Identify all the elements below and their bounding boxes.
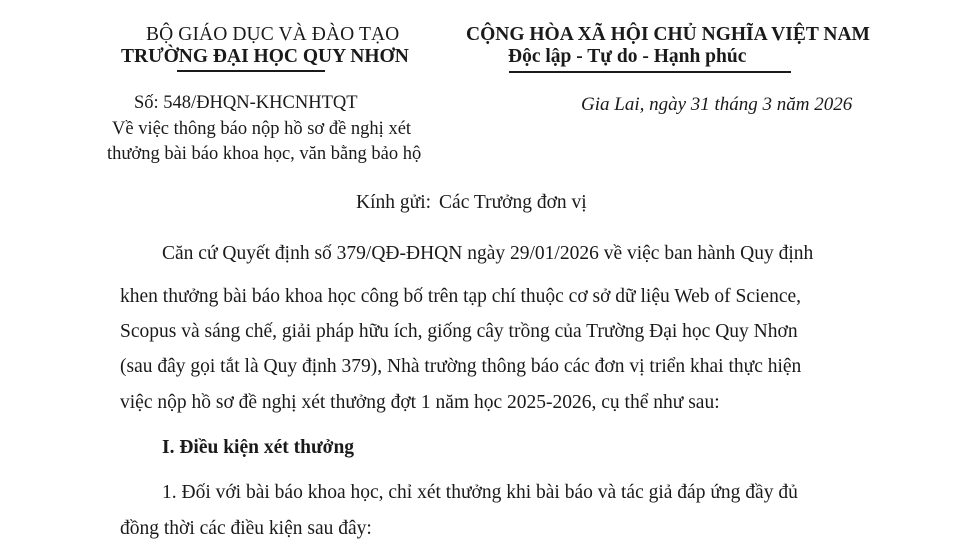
intro-line-5: việc nộp hồ sơ đề nghị xét thưởng đợt 1 năm học 2025-2026, cụ thể như sau: <box>120 392 720 413</box>
ministry-name: BỘ GIÁO DỤC VÀ ĐÀO TẠO <box>146 24 400 45</box>
recipient-value: Các Trưởng đơn vị <box>439 192 587 213</box>
motto-underline <box>509 71 791 73</box>
intro-line-1: Căn cứ Quyết định số 379/QĐ-ĐHQN ngày 29/01/2026 về việc ban hành Quy định <box>162 243 814 264</box>
intro-line-3: Scopus và sáng chế, giải pháp hữu ích, giống cây trồng của Trường Đại học Quy Nhơn <box>120 321 798 342</box>
section-heading: I. Điều kiện xét thưởng <box>162 437 355 458</box>
nation-name: CỘNG HÒA XÃ HỘI CHỦ NGHĨA VIỆT NAM <box>466 24 870 45</box>
recipient-line <box>356 192 587 214</box>
item1-line-2: đồng thời các điều kiện sau đây: <box>120 518 372 539</box>
item1-line-1: 1. Đối với bài báo khoa học, chỉ xét thưởng khi bài báo và tác giả đáp ứng đầy đủ <box>162 482 798 503</box>
recipient-label: Kính gửi: <box>356 192 432 213</box>
school-name: TRƯỜNG ĐẠI HỌC QUY NHƠN <box>121 46 409 67</box>
school-underline <box>177 70 325 72</box>
intro-line-2: khen thưởng bài báo khoa học công bố trên tạp chí thuộc cơ sở dữ liệu Web of Science, <box>120 286 802 307</box>
intro-line-4: (sau đây gọi tắt là Quy định 379), Nhà trường thông báo các đơn vị triển khai thực hiện <box>120 356 802 377</box>
document-number: Số: 548/ĐHQN-KHCNHTQT <box>134 93 358 113</box>
place-and-date: Gia Lai, ngày 31 tháng 3 năm 2026 <box>581 94 853 115</box>
subject-line-1: Về việc thông báo nộp hồ sơ đề nghị xét <box>112 119 412 139</box>
national-motto: Độc lập - Tự do - Hạnh phúc <box>508 46 747 67</box>
subject-line-2: thưởng bài báo khoa học, văn bằng bảo hộ <box>107 144 422 164</box>
